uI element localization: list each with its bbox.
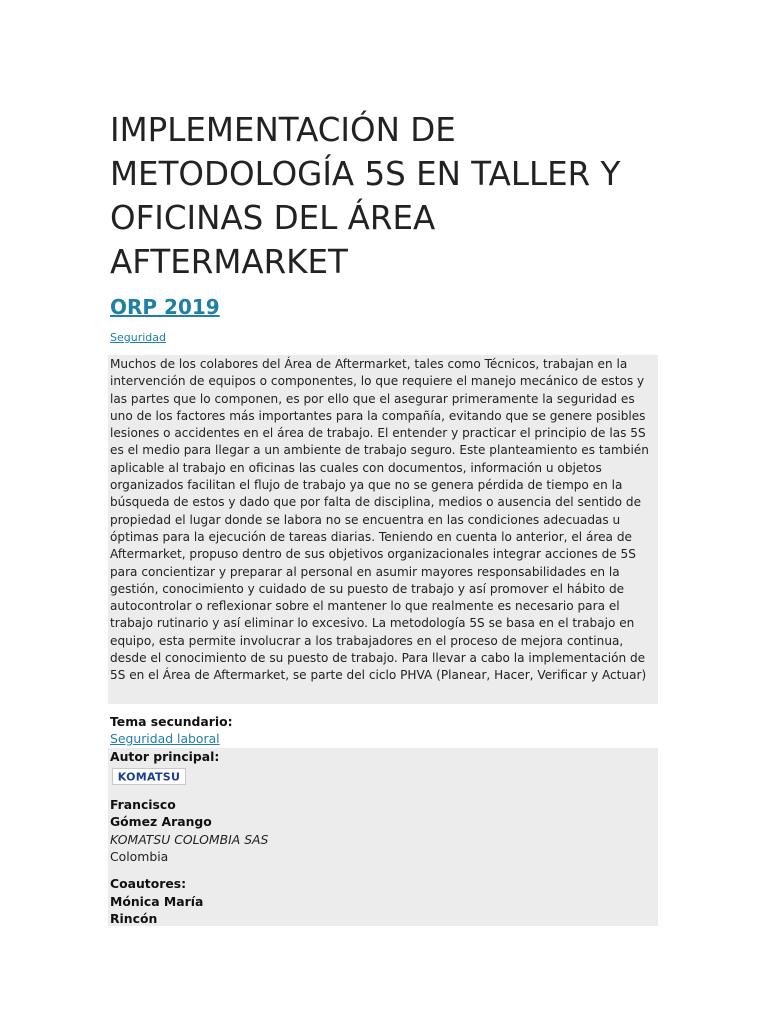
author-last-name: Gómez Arango [110, 814, 212, 829]
coauthors-label: Coautores: [110, 876, 187, 891]
author-country: Colombia [110, 849, 169, 864]
conference-link[interactable]: ORP 2019 [110, 295, 220, 319]
author-first-name: Francisco [110, 797, 176, 812]
secondary-topic-label: Tema secundario: [110, 714, 233, 729]
coauthor-first-name: Mónica María [110, 894, 204, 909]
category-link[interactable]: Seguridad [110, 331, 166, 344]
coauthor-last-name: Rincón [110, 911, 158, 926]
main-author-label: Autor principal: [110, 749, 220, 764]
company-logo [112, 768, 186, 785]
page-title: IMPLEMENTACIÓN DE METODOLOGÍA 5S EN TALLER Y OFICINAS DEL ÁREA AFTERMARKET [110, 111, 621, 281]
author-company: KOMATSU COLOMBIA SAS [110, 832, 269, 847]
secondary-topic-link[interactable]: Seguridad laboral [110, 731, 220, 746]
abstract-text: Muchos de los colabores del Área de Aftermarket, tales como Técnicos, trabajan en la intervención de equipos o componentes, lo que requiere el manejo mecánico de estos y las partes que lo componen, es por ello que el asegurar primeramente la seguridad es uno de los factores más importantes para la compañía, evitando que se genere posibles lesiones o accidentes en el área de trabajo. El entender y practicar el principio de las 5S es el medio para llegar a un ambiente de trabajo seguro. Este planteamiento es también aplicable al trabajo en oficinas las cuales con documentos, información u objetos organizados facilitan el flujo de trabajo ya que no se genera pérdida de tiempo en la búsqueda de estos y dado que por falta de disciplina, medios o ausencia del sentido de propiedad el lugar donde se labora no se encuentra en las condiciones adecuadas u óptimas para la ejecución de tareas diarias. Teniendo en cuenta lo anterior, el área de Aftermarket, propuso dentro de sus objetivos organizacionales integrar acciones de 5S para concientizar y preparar al personal en asumir mayores responsabilidades en la gestión, conocimiento y cuidado de su puesto de trabajo y así promover el hábito de autocontrolar o reflexionar sobre el mantener lo que realmente es necesario para el trabajo rutinario y así eliminar lo excesivo. La metodología 5S se basa en el trabajo en equipo, esta permite involucrar a los trabajadores en el proceso de mejora continua, desde el conocimiento de su puesto de trabajo. Para llevar a cabo la implementación de 5S en el Área de Aftermarket, se parte del ciclo PHVA (Planear, Hacer, Verificar y Actuar) [108, 355, 658, 704]
logo-text: KOMATSU [117, 770, 181, 783]
komatsu-logo-icon [114, 770, 184, 783]
